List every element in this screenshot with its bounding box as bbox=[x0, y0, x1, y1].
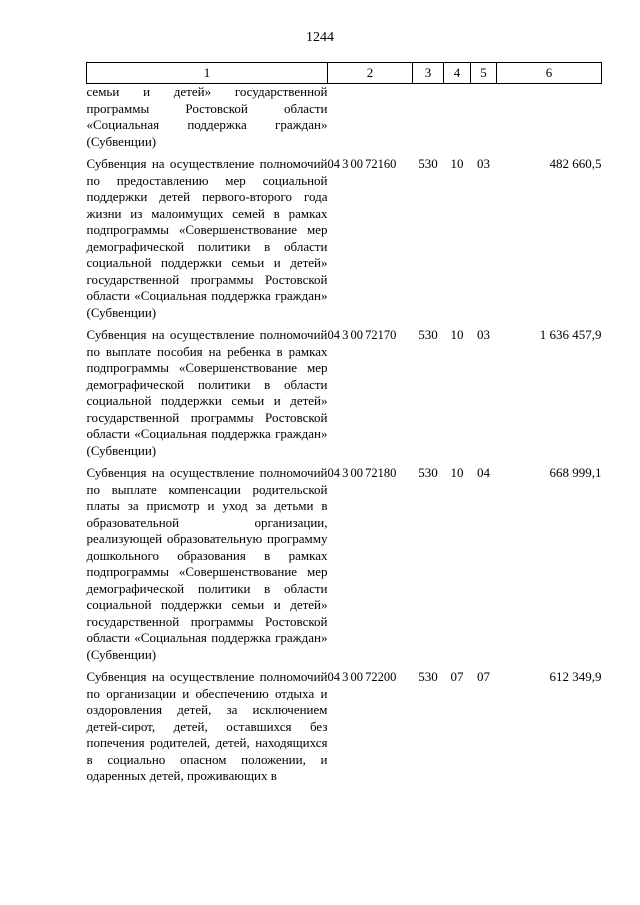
row-rz: 10 bbox=[450, 327, 464, 342]
row-code bbox=[328, 84, 413, 151]
row-rz: 07 bbox=[450, 669, 464, 684]
row-vr: 530 bbox=[418, 465, 438, 480]
row-pr: 03 bbox=[477, 156, 490, 171]
row-rz bbox=[444, 84, 471, 151]
table-row bbox=[87, 465, 602, 663]
row-amount: 668 999,1 bbox=[549, 465, 602, 480]
budget-table bbox=[86, 62, 602, 785]
row-description: Субвенция на осуществление полномочий по предоставлению мер социальной поддержки детей первого-второго года жизни из малоимущих семей в рамках подпрограммы «Совершенствование мер демографической политики в области социальной поддержки семьи и детей» государственной программы Ростовской области «Социальная поддержка граждан» (Субвенции) bbox=[86, 156, 328, 320]
column-header-vr: 3 bbox=[413, 63, 444, 84]
row-amount: 482 660,5 bbox=[549, 156, 602, 171]
row-pr bbox=[471, 84, 497, 151]
column-header-code: 2 bbox=[328, 63, 413, 84]
table-row bbox=[87, 327, 602, 459]
column-header-name: 1 bbox=[87, 63, 328, 84]
page-number: 1244 bbox=[306, 30, 334, 45]
table-row bbox=[87, 84, 602, 151]
row-description: Субвенция на осуществление полномочий по организации и обеспечению отдыха и оздоровления детей, за исключением детей-сирот, детей, оставшихся без попечения родителей, детей, находящихся в социально опасном положении, и одаренных детей, проживающих в bbox=[86, 669, 328, 783]
row-amount bbox=[497, 84, 602, 151]
row-vr: 530 bbox=[418, 669, 438, 684]
row-code: 04 3 00 72160 bbox=[327, 157, 397, 171]
row-description: семьи и детей» государственной программы Ростовской области «Социальная поддержка граждан» (Субвенции) bbox=[86, 84, 328, 149]
row-amount: 1 636 457,9 bbox=[539, 327, 602, 342]
row-code: 04 3 00 72170 bbox=[327, 328, 397, 342]
row-code: 04 3 00 72200 bbox=[327, 670, 397, 684]
row-rz: 10 bbox=[450, 156, 464, 171]
row-code: 04 3 00 72180 bbox=[327, 466, 397, 480]
column-header-amount: 6 bbox=[497, 63, 602, 84]
row-pr: 07 bbox=[477, 669, 490, 684]
row-pr: 03 bbox=[477, 327, 490, 342]
column-header-rz: 4 bbox=[444, 63, 471, 84]
row-vr bbox=[413, 84, 444, 151]
row-pr: 04 bbox=[477, 465, 490, 480]
row-description: Субвенция на осуществление полномочий по выплате компенсации родительской платы за присмотр и уход за детьми в образовательной организации, реализующей образовательную программу дошкольного образования в рамках подпрограммы «Совершенствование мер демографической политики в области социальной поддержки семьи и детей» государственной программы Ростовской области «Социальная поддержка граждан» (Субвенции) bbox=[86, 465, 328, 662]
row-description: Субвенция на осуществление полномочий по выплате пособия на ребенка в рамках подпрограммы «Совершенствование мер демографической политики в области социальной поддержки семьи и детей» государственной программы Ростовской области «Социальная поддержка граждан» (Субвенции) bbox=[86, 327, 328, 458]
row-vr: 530 bbox=[418, 327, 438, 342]
row-amount: 612 349,9 bbox=[549, 669, 602, 684]
table-row bbox=[87, 156, 602, 321]
column-header-pr: 5 bbox=[471, 63, 497, 84]
row-vr: 530 bbox=[418, 156, 438, 171]
row-rz: 10 bbox=[450, 465, 464, 480]
table-row bbox=[87, 669, 602, 785]
table-header-row bbox=[87, 63, 602, 84]
